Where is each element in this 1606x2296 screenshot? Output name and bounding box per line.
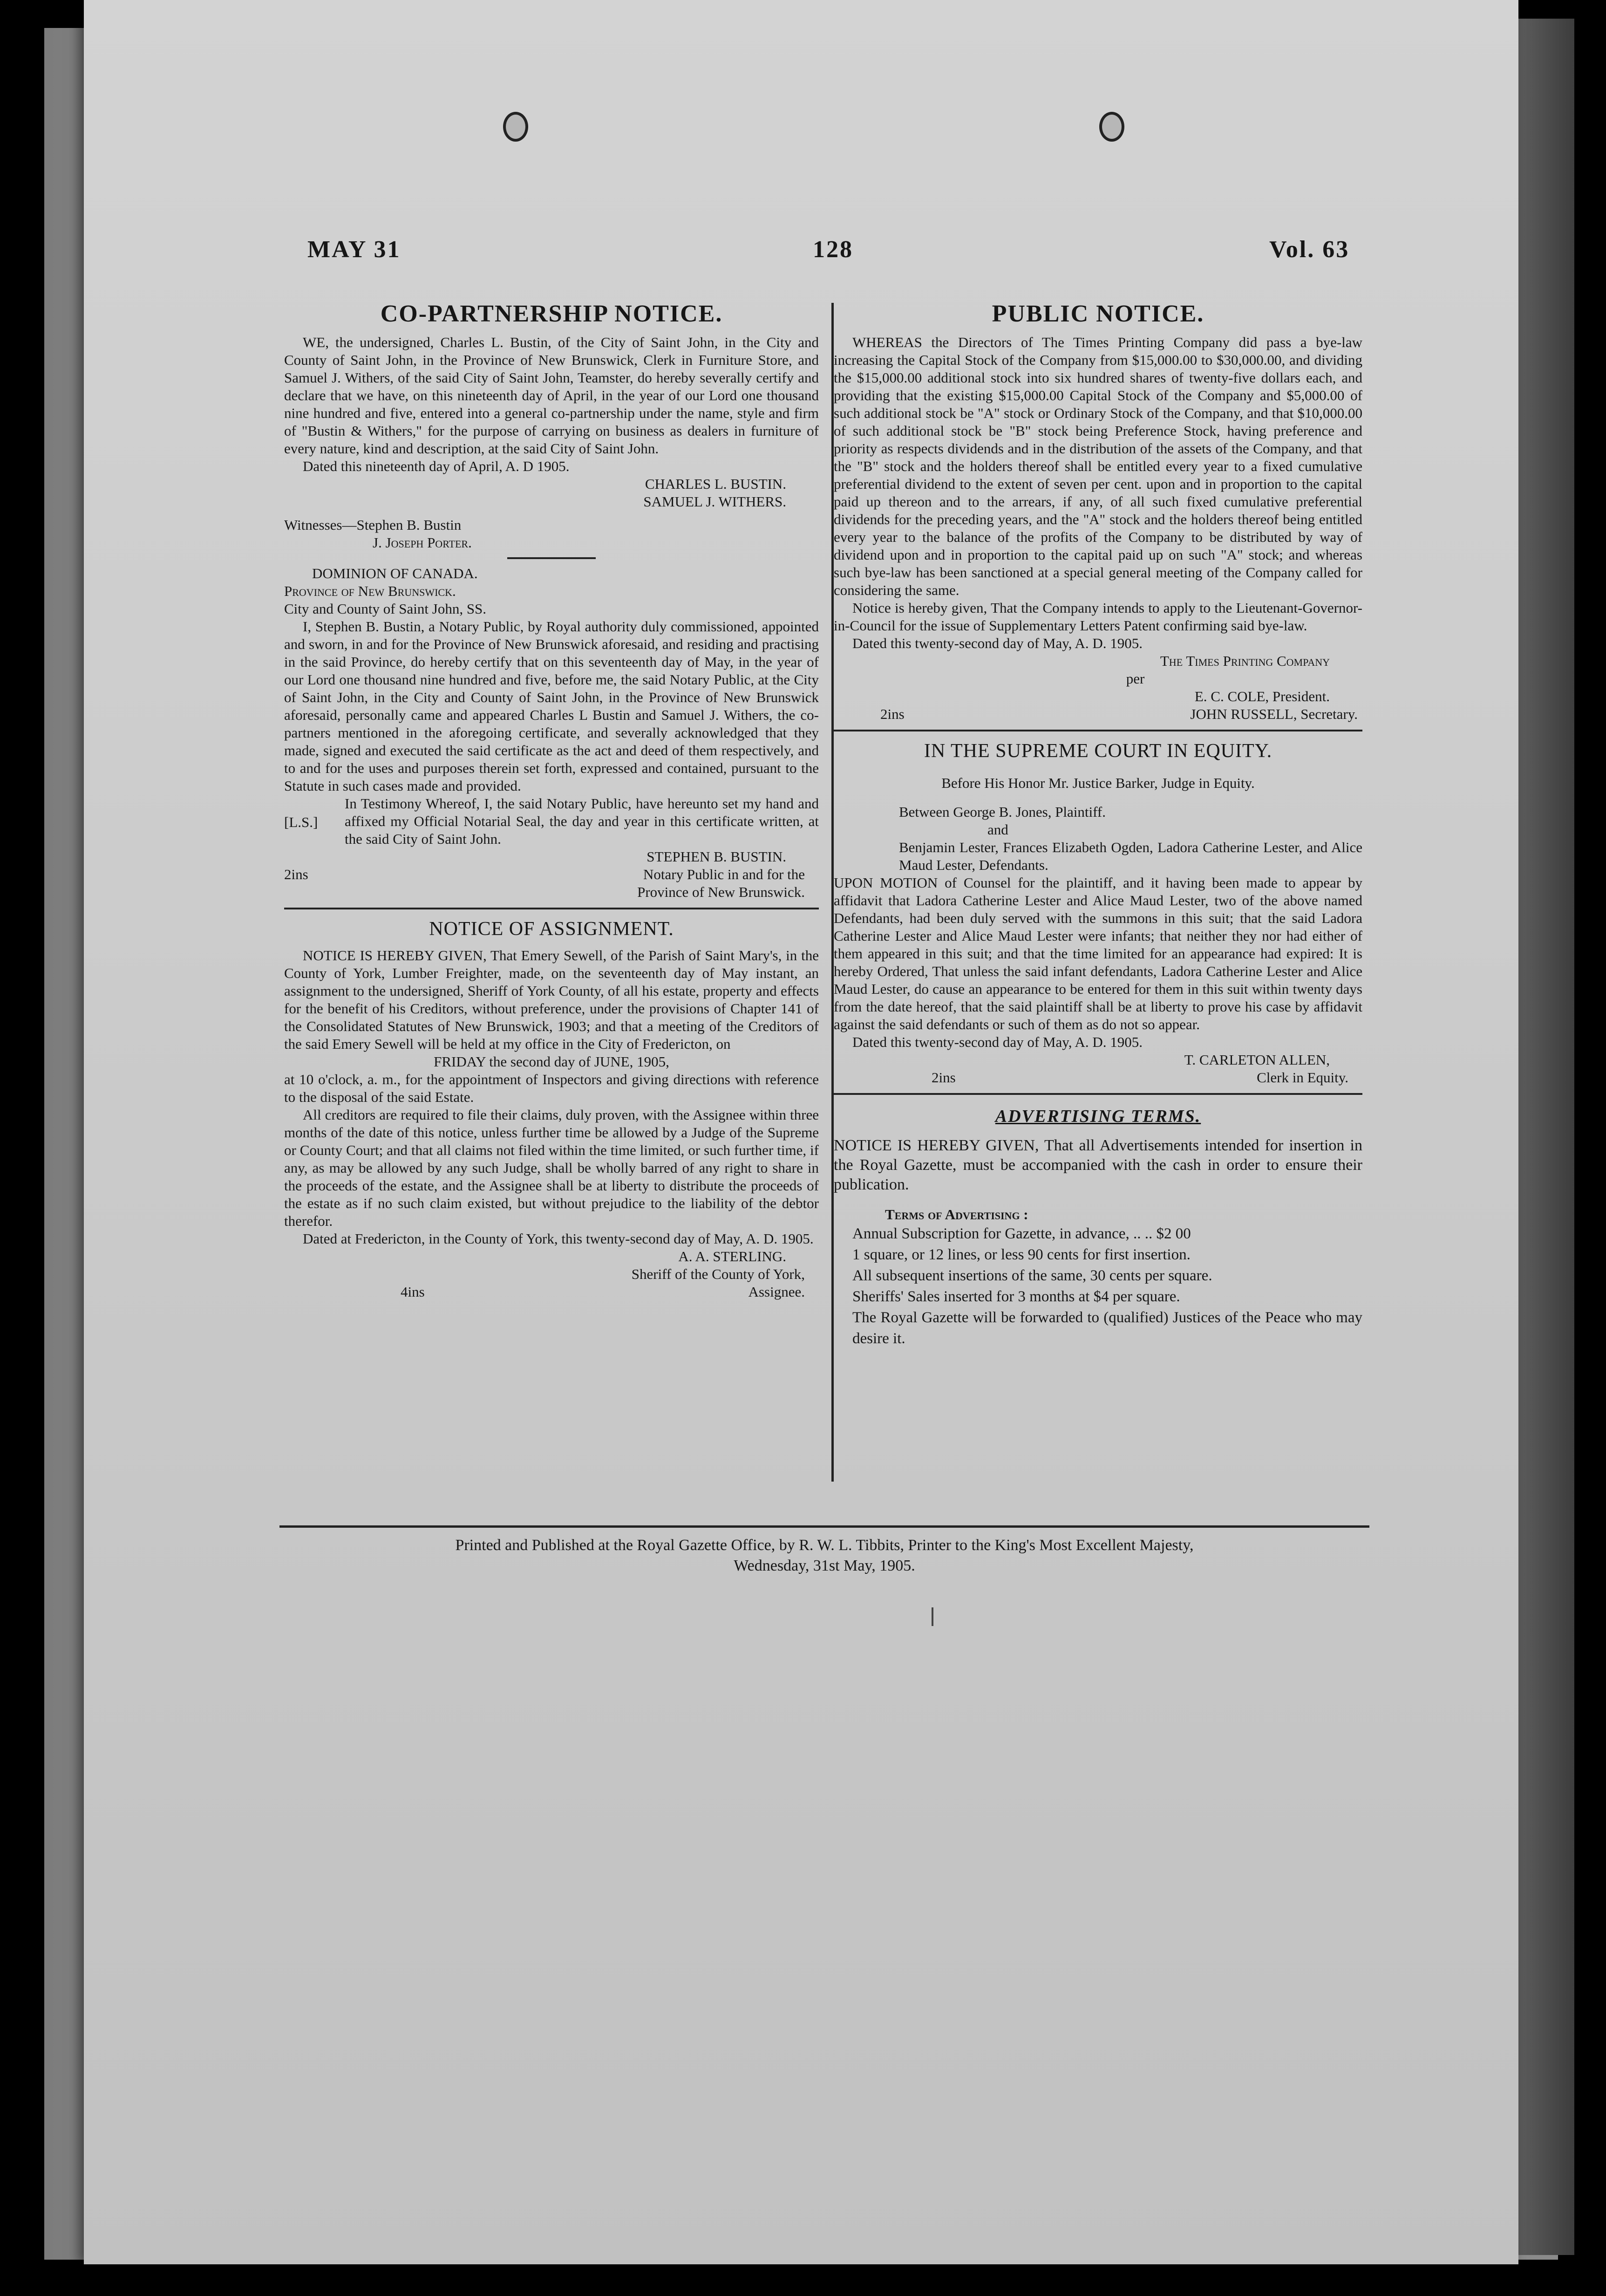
insertion-count: 2ins: [880, 706, 905, 722]
advertising-terms: [834, 1101, 1362, 1349]
assignment-meeting-date: FRIDAY the second day of JUNE, 1905,: [434, 1053, 669, 1070]
equity-between: Between George B. Jones, Plaintiff.: [899, 804, 1106, 820]
equity-clerk: Clerk in Equity.: [1257, 1069, 1348, 1086]
binder-ring-hole: [503, 112, 528, 142]
witness-line-1: Witnesses—Stephen B. Bustin: [284, 517, 462, 533]
public-notice: [834, 299, 1362, 723]
copartnership-body: WE, the undersigned, Charles L. Bustin, of the City of Saint John, in the City and County of Saint John, in the Province of New Brunswick, Clerk in Furniture Store, and Samuel J. Withers, of the said City of Saint John, Teamster, do hereby severally certify and declare that we have, on this nineteenth day of April, in the year of our Lord one thousand nine hundred and five, entered into a general co-partnership under the name, style and firm of "Bustin & Withers," for the purpose of carrying on business as dealers in furniture of every nature, kind and description, at the said City of Saint John.: [284, 334, 819, 457]
assignment-dated: Dated at Fredericton, in the County of York, this twenty-second day of May, A. D. 1905.: [303, 1230, 814, 1247]
insertion-count: 2ins: [284, 866, 308, 882]
notary-name: STEPHEN B. BUSTIN.: [646, 848, 786, 865]
assignment-body: NOTICE IS HEREBY GIVEN, That Emery Sewell, of the Parish of Saint Mary's, in the County of York, Lumber Freighter, made, on the seventeenth day of May instant, an assignment to the undersigned, Sheriff of York County, of all his estate, property and effects for the benefit of his Creditors, without preference, under the provisions of Chapter 141 of the Consolidated Statutes of New Brunswick, 1903; and that a meeting of the Creditors of the said Emery Sewell will be held at my office in the City of Fredericton, on: [284, 947, 819, 1052]
footer-line-2: Wednesday, 31st May, 1905.: [734, 1557, 915, 1574]
public-notice-body: WHEREAS the Directors of The Times Printing Company did pass a bye-law increasing the Capital Stock of the Company from $15,000.00 to $30,000.00, and dividing the $15,000.00 additional stock into six hundred shares of twenty-five dollars each, and providing that the existing $15,000.00 Capital Stock of the Company and $5,000.00 of such additional stock be "A" stock or Ordinary Stock of the Company, and that $10,000.00 of such additional stock be "B" stock being Preference Stock, having preference and priority as respects dividends and in the distribution of the assets of the Company, and that the "B" stock and the holders thereof shall be entitled every year to a fixed cumulative preferential dividend to the extent of seven per cent. upon and in proportion to the capital paid up thereon and to the arrears, if any, of all such fixed cumulative preferential dividends for the preceding years, and the "A" stock and the holders thereof being entitled every year to the balance of the profits of the Company to be distributed by way of dividend upon and in proportion to the capital paid up on such "A" stock; and whereas such bye-law has been sanctioned at a special general meeting of the Company called for considering the same.: [834, 334, 1362, 598]
copartnership-dated: Dated this nineteenth day of April, A. D 1905.: [303, 458, 570, 474]
terms-line-2: 1 square, or 12 lines, or less 90 cents for first insertion.: [852, 1246, 1191, 1263]
dominion-heading: DOMINION OF CANADA.: [312, 565, 478, 581]
public-notice-title: PUBLIC NOTICE.: [992, 301, 1204, 327]
page-date: MAY 31: [307, 236, 401, 263]
binder-ring-hole: [1099, 112, 1124, 142]
testimony-text: In Testimony Whereof, I, the said Notary Public, have hereunto set my hand and affixed my Official Notarial Seal, the day and year in this certificate written, at the said City of Saint John.: [345, 795, 819, 847]
witness-line-2: J. Joseph Porter.: [373, 534, 472, 551]
section-divider: [834, 730, 1362, 731]
publication-footer: [279, 1535, 1369, 1576]
equity-before: Before His Honor Mr. Justice Barker, Judge in Equity.: [941, 775, 1255, 791]
left-column: [284, 299, 819, 1301]
advertising-title: ADVERTISING TERMS.: [995, 1107, 1201, 1126]
secretary-signer: JOHN RUSSELL, Secretary.: [1190, 706, 1358, 722]
public-notice-body-2: Notice is hereby given, That the Company intends to apply to the Lieutenant-Governor-in-Council for the issue of Supplementary Letters Patent confirming said bye-law.: [834, 600, 1362, 634]
assignee-role: Assignee.: [748, 1284, 805, 1300]
right-column: [834, 299, 1362, 1349]
notary-certificate-body: I, Stephen B. Bustin, a Notary Public, by Royal authority duly commissioned, appointed and sworn, in and for the Province of New Brunswick aforesaid, and residing and practising in the said Province, do hereby certify that on this seventeenth day of May, in the year of our Lord one thousand nine hundred and five, before me, the said Notary Public, at the City of Saint John, in the City and County of Saint John, in the Province of New Brunswick aforesaid, personally came and appeared Charles L Bustin and Samuel J. Withers, the co-partners mentioned in the aforegoing certificate, and severally acknowledged that they made, signed and executed the said certificate as the act and deed of them respectively, and to and for the uses and purposes therein set forth, expressed and contained, pursuant to the Statute in such cases made and provided.: [284, 618, 819, 794]
company-name: The Times Printing Company: [1160, 653, 1330, 669]
copartnership-title: CO-PARTNERSHIP NOTICE.: [380, 301, 723, 327]
copartnership-signer-2: SAMUEL J. WITHERS.: [643, 493, 786, 510]
equity-dated: Dated this twenty-second day of May, A. D. 1905.: [852, 1034, 1143, 1050]
equity-and: and: [987, 821, 1008, 838]
assignment-body-2: at 10 o'clock, a. m., for the appointment of Inspectors and giving directions with reference to the disposal of the said Estate.: [284, 1071, 819, 1105]
volume-label: Vol. 63: [1269, 236, 1350, 263]
copartnership-notice: [284, 299, 819, 901]
equity-defendants: Benjamin Lester, Frances Elizabeth Ogden, Ladora Catherine Lester, and Alice Maud Lester, Defendants.: [899, 839, 1362, 873]
footer-line-1: Printed and Published at the Royal Gazette Office, by R. W. L. Tibbits, Printer to the King's Most Excellent Majesty,: [455, 1537, 1194, 1554]
testimony-block: [284, 795, 819, 848]
insertion-count: 2ins: [932, 1069, 956, 1086]
insertion-count: 4ins: [401, 1284, 425, 1300]
footer-divider: [279, 1525, 1369, 1528]
per-label: per: [1126, 670, 1145, 687]
seal-mark: [L.S.]: [284, 814, 318, 830]
city-county-heading: City and County of Saint John, SS.: [284, 601, 487, 617]
equity-signer: T. CARLETON ALLEN,: [1184, 1052, 1330, 1068]
page-number: 128: [813, 236, 853, 263]
public-notice-dated: Dated this twenty-second day of May, A. D. 1905.: [852, 635, 1143, 651]
notary-title-1: Notary Public in and for the: [643, 866, 805, 882]
advertising-body: NOTICE IS HEREBY GIVEN, That all Advertisements intended for insertion in the Royal Gazette, must be accompanied with the cash in order to ensure their publication.: [834, 1137, 1362, 1193]
equity-notice: [834, 738, 1362, 1086]
assignment-signer-title: Sheriff of the County of York,: [631, 1266, 805, 1282]
notary-title-2: Province of New Brunswick.: [637, 884, 805, 900]
terms-line-1: Annual Subscription for Gazette, in advance, .. .. $2 00: [852, 1225, 1191, 1242]
president-signer: E. C. COLE, President.: [1194, 688, 1330, 704]
equity-body: UPON MOTION of Counsel for the plaintiff, and it having been made to appear by affidavit that Ladora Catherine Lester and Alice Maud Lester, two of the above named Defendants, had been duly served with the summons in this suit; that the said Ladora Catherine Lester and Alice Maud Lester were infants; that neither they nor had either of them appeared in this suit; and that the time limited for an appearance had expired: It is hereby Ordered, That unless the said infant defendants, Ladora Catherine Lester and Alice Maud Lester, do cause an appearance to be entered for them in this suit within twenty days from the date hereof, that the said plaintiff shall be at liberty to prove his case by affidavit against the said defendants or such of them as do not so appear.: [834, 875, 1362, 1032]
copartnership-signer-1: CHARLES L. BUSTIN.: [645, 476, 786, 492]
section-divider: [284, 908, 819, 909]
province-heading: Province of New Brunswick.: [284, 583, 456, 599]
assignment-body-3: All creditors are required to file their claims, duly proven, with the Assignee within three months of the date of this notice, unless further time be allowed by a Judge of the Supreme or County Court; and that all claims not filed within the time limited, or such further time, if any, as may be allowed by any such Judge, shall be wholly barred of any right to share in the proceeds of the estate, and the Assignee shall be at liberty to distribute the proceeds of the estate as if no such claim existed, but without prejudice to the liability of the debtor therefor.: [284, 1107, 819, 1229]
equity-title: IN THE SUPREME COURT IN EQUITY.: [924, 740, 1273, 762]
terms-line-4: Sheriffs' Sales inserted for 3 months at $4 per square.: [852, 1288, 1180, 1305]
section-divider: [507, 557, 596, 559]
section-divider: [834, 1093, 1362, 1095]
assignment-signer: A. A. STERLING.: [678, 1248, 786, 1264]
ink-mark: [932, 1607, 933, 1626]
terms-line-3: All subsequent insertions of the same, 30 cents per square.: [852, 1267, 1212, 1284]
paper-edge-shadow: [1518, 19, 1574, 2255]
assignment-notice: [284, 916, 819, 1301]
assignment-title: NOTICE OF ASSIGNMENT.: [429, 918, 674, 940]
terms-heading: Terms of Advertising :: [885, 1206, 1028, 1223]
terms-line-5: The Royal Gazette will be forwarded to (qualified) Justices of the Peace who may desire it.: [852, 1309, 1362, 1347]
